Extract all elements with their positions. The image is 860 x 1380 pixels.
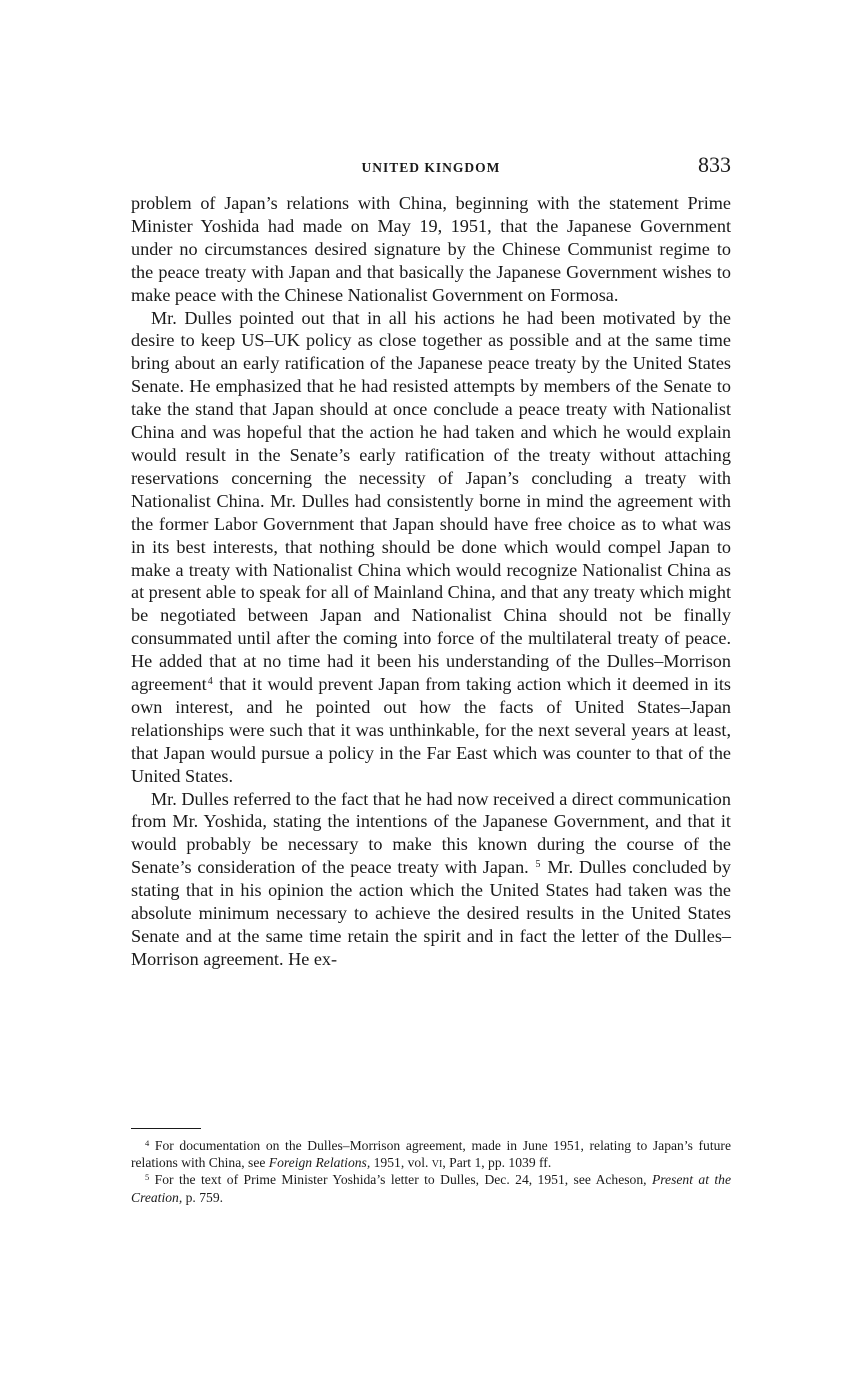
paragraph-2 bbox=[131, 307, 731, 788]
body-text bbox=[131, 192, 731, 971]
footnote-ref-4: 4 bbox=[207, 676, 213, 688]
footnote-4 bbox=[131, 1137, 731, 1171]
footnote-5-italic: Present at the Creation, bbox=[131, 1172, 731, 1205]
paragraph-2-text-b: that it would prevent Japan from taking action which it deemed in its own interest, and he pointed out how the facts of United States–Japan relationships were such that it was unthinkable, for the next several years at least, that Japan would pursue a policy in the Far East which was counter to that of the United States. bbox=[131, 674, 731, 786]
paragraph-1: problem of Japan’s relations with China, beginning with the statement Prime Minister Yoshida had made on May 19, 1951, that the Japanese Government under no circumstances desired signature by the Chinese Communist regime to the peace treaty with Japan and that basically the Japanese Government wishes to make peace with the Chinese Nationalist Government on Formosa. bbox=[131, 193, 731, 305]
footnote-4-text-c: , Part 1, pp. 1039 ff. bbox=[442, 1155, 552, 1171]
paragraph-2-text-a: Mr. Dulles pointed out that in all his actions he had been motivated by the desire to keep US–UK policy as close together as possible and at the same time bring about an early ratification of the Japanese peace treaty by the United States Senate. He emphasized that he had resisted attempts by members of the Senate to take the stand that Japan should at once conclude a peace treaty with Nationalist China and was hopeful that the action he had taken and which he would explain would result in the Senate’s early ratification of the treaty without attaching reservations concerning the necessity of Japan’s concluding a treaty with Nationalist China. Mr. Dulles had consistently borne in mind the agreement with the former Labor Government that Japan should have free choice as to what was in its best interests, that nothing should be done which would compel Japan to make a treaty with Nationalist China which would recognize Nationalist China as at present able to speak for all of Mainland China, and that any treaty which might be negotiated between Japan and Nationalist China should not be finally consummated until after the coming into force of the multilateral treaty of peace. He added that at no time had it been his understanding of the Dulles–Morrison agreement bbox=[131, 307, 732, 695]
footnote-5-text-a: For the text of Prime Minister Yoshida’s letter to Dulles, Dec. 24, 1951, see Acheson, bbox=[154, 1172, 652, 1188]
footnote-ref-5: 5 bbox=[535, 859, 541, 871]
footnote-5 bbox=[131, 1171, 731, 1205]
paragraph-3-text-a: Mr. Dulles referred to the fact that he had now received a direct communication from Mr. Yoshida, stating the intentions of the Japanese Government, and that it would probably be necessary to make this known during the course of the Senate’s consideration of the peace treaty with Japan. bbox=[131, 788, 731, 878]
running-head bbox=[131, 152, 731, 182]
footnote-4-text-b: 1951, vol. bbox=[370, 1155, 432, 1171]
page-number: 833 bbox=[698, 152, 731, 177]
footnote-4-italic: Foreign Relations, bbox=[268, 1155, 371, 1171]
footnote-4-volume: vi bbox=[431, 1155, 443, 1171]
footnote-5-text-b: p. 759. bbox=[182, 1189, 224, 1205]
footnote-4-mark: 4 bbox=[145, 1138, 150, 1148]
footnote-4-text-a: For documentation on the Dulles–Morrison agreement, made in June 1951, relating to Japan’s future relations with China, see bbox=[131, 1138, 731, 1171]
paragraph-3-text-b: Mr. Dulles concluded by stating that in his opinion the action which the United States had taken was the absolute minimum necessary to achieve the desired results in the United States Senate and at the same time retain the spirit and in fact the letter of the Dulles–Morrison agreement. He ex- bbox=[131, 857, 731, 969]
running-title: UNITED KINGDOM bbox=[361, 160, 501, 175]
paragraph-3 bbox=[131, 788, 731, 971]
footnote-5-mark: 5 bbox=[145, 1172, 150, 1183]
footnotes bbox=[131, 1137, 731, 1206]
footnote-rule bbox=[131, 1128, 201, 1129]
